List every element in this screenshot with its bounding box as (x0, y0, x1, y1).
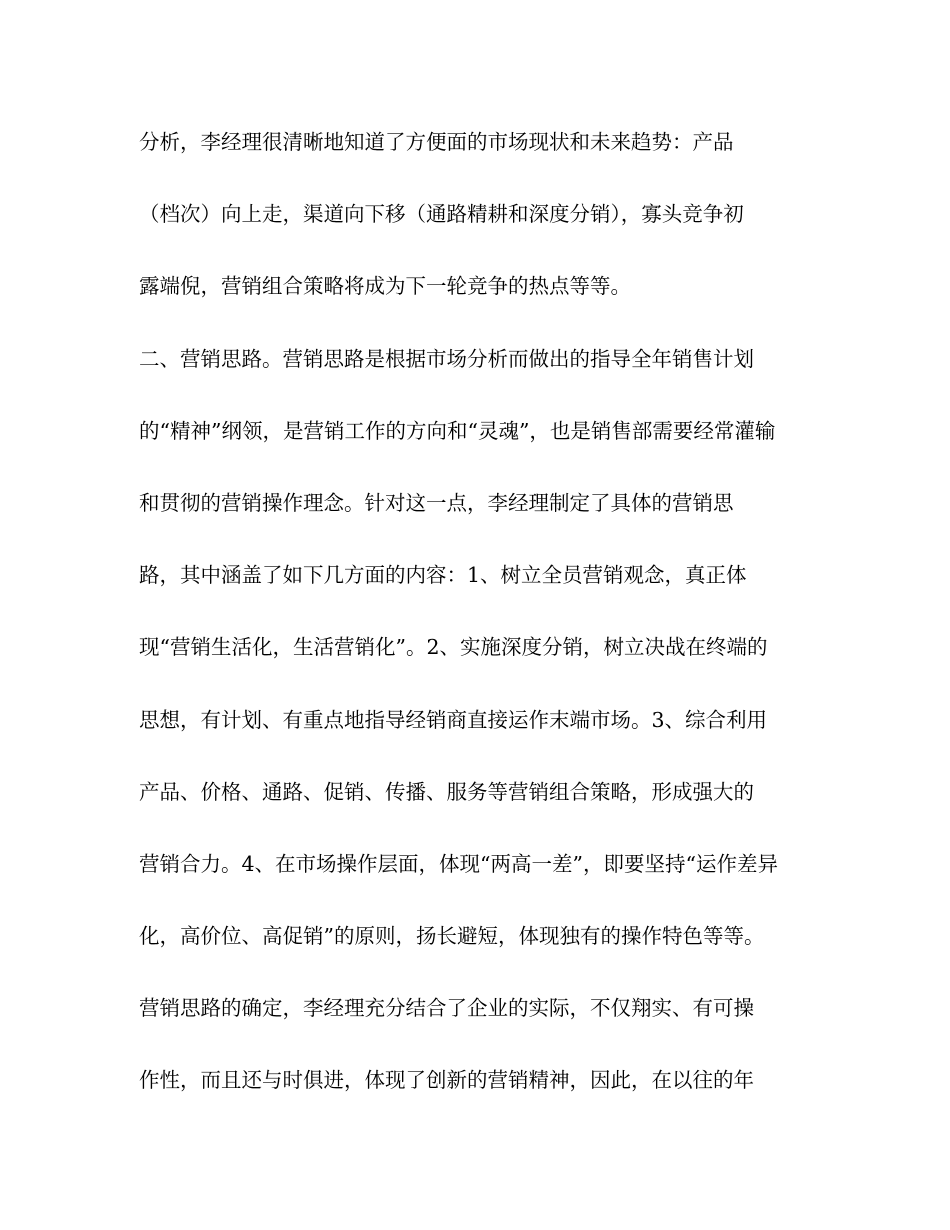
text-line-1: 分析，李经理很清晰地知道了方便面的市场现状和未来趋势：产品 (139, 130, 734, 154)
text-line-12: 化，高价位、高促销”的原则，扬长避短，体现独有的操作特色等等。 (139, 924, 765, 949)
text-line-5: 的“精神”纲领，是营销工作的方向和“灵魂”，也是销售部需要经常灌输 (139, 418, 776, 443)
text-line-4: 二、营销思路。营销思路是根据市场分析而做出的指导全年销售计划 (139, 346, 754, 371)
text-line-2: （档次）向上走，渠道向下移（通路精耕和深度分销），寡头竞争初 (139, 202, 744, 227)
text-line-11: 营销合力。4、在市场操作层面，体现“两高一差”，即要坚持“运作差异 (139, 851, 778, 876)
text-line-13: 营销思路的确定，李经理充分结合了企业的实际，不仅翔实、有可操 (139, 996, 754, 1021)
text-line-3: 露端倪，营销组合策略将成为下一轮竞争的热点等等。 (139, 274, 631, 299)
text-line-10: 产品、价格、通路、促销、传播、服务等营销组合策略，形成强大的 (139, 779, 754, 804)
text-line-8: 现“营销生活化，生活营销化”。2、实施深度分销，树立决战在终端的 (139, 635, 768, 660)
text-line-7: 路，其中涵盖了如下几方面的内容：1、树立全员营销观念，真正体 (139, 563, 747, 588)
text-line-9: 思想，有计划、有重点地指导经销商直接运作末端市场。3、综合利用 (139, 707, 768, 732)
body-text (139, 124, 829, 1135)
text-line-6: 和贯彻的营销操作理念。针对这一点，李经理制定了具体的营销思 (139, 490, 734, 515)
text-line-14: 作性，而且还与时俱进，体现了创新的营销精神，因此，在以往的年 (139, 1068, 754, 1093)
